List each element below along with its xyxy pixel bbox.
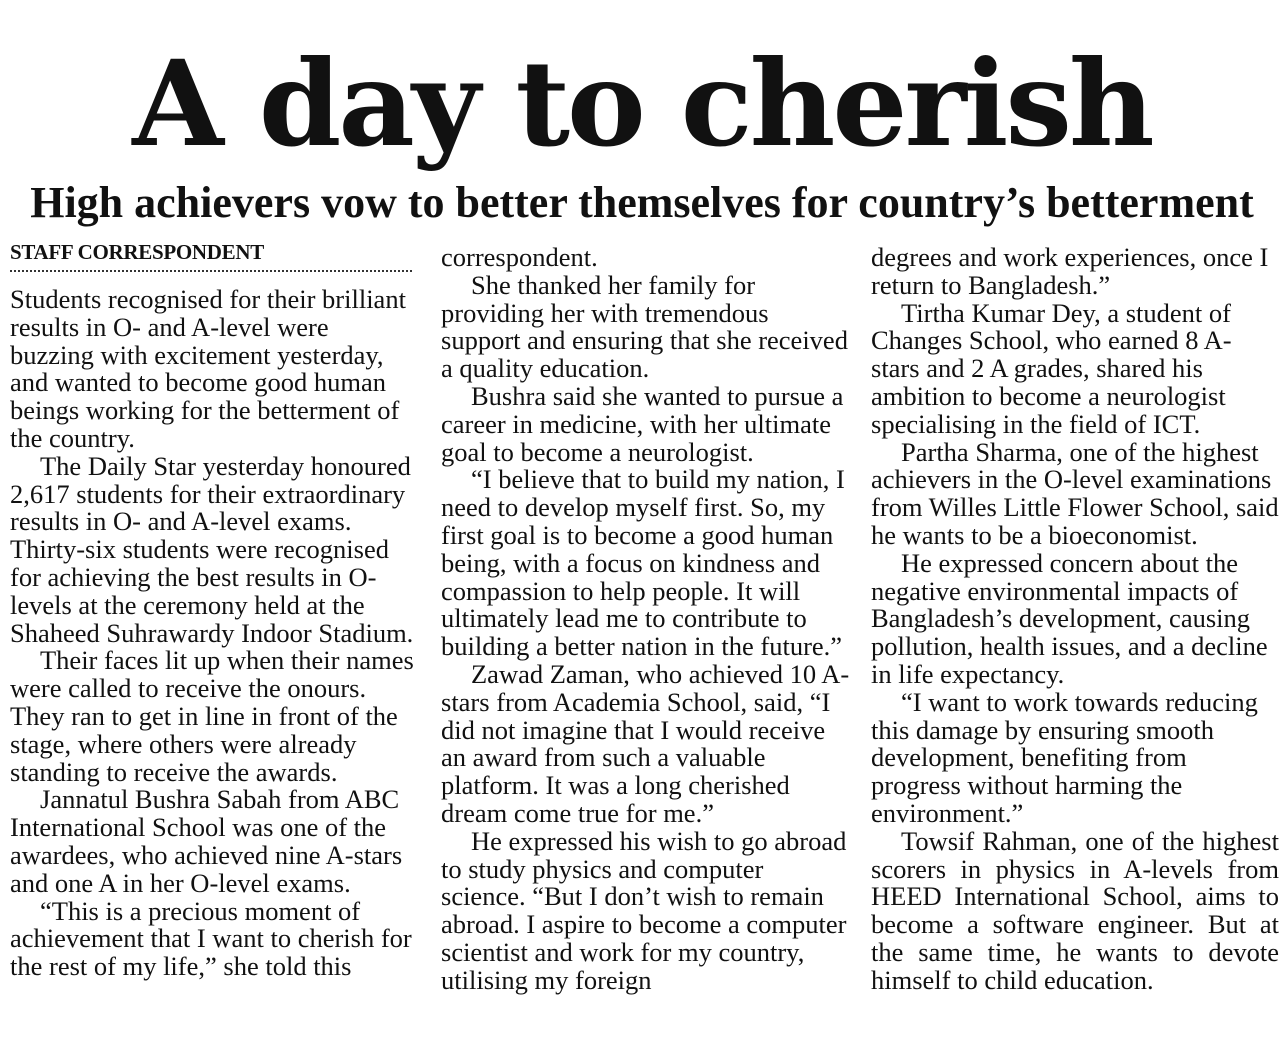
- paragraph: correspondent.: [441, 242, 598, 272]
- paragraph: Towsif Rahman, one of the highest scorers in physics in A-levels from HEED International School, aims to become a software engineer. But at the same time, he wants to devote himself to child education.: [871, 825, 1279, 995]
- paragraph: Jannatul Bushra Sabah from ABC International School was one of the awardees, who achieved nine A-stars and one A in her O-level exams.: [10, 784, 403, 898]
- subheadline: High achievers vow to better themselves for country’s betterment: [30, 178, 1254, 227]
- paragraph: “I want to work towards reducing this damage by ensuring smooth development, benefiting from progress without harming the environment.”: [871, 686, 1258, 828]
- byline-divider: [10, 270, 412, 272]
- headline: A day to cherish: [132, 34, 1152, 173]
- paragraph: “I believe that to build my nation, I need to develop myself first. So, my first goal is to become a good human being, with a focus on kindness and compassion to help people. It will ultimately lead me to contribute to building a better nation in the future.”: [441, 464, 845, 662]
- paragraph: Students recognised for their brilliant results in O- and A-level were buzzing with excitement yesterday, and wanted to become good human beings working for the betterment of the country.: [10, 284, 406, 453]
- paragraph: Bushra said she wanted to pursue a career in medicine, with her ultimate goal to become a neurologist.: [441, 380, 844, 467]
- paragraph: degrees and work experiences, once I return to Bangladesh.”: [871, 242, 1269, 300]
- paragraph: Partha Sharma, one of the highest achievers in the O-level examinations from Willes Little Flower School, said he wants to be a bioeconomist.: [871, 436, 1279, 550]
- paragraph: The Daily Star yesterday honoured 2,617 students for their extraordinary results in O- and A-level exams. Thirty-six students were recognised for achieving the best results in O-levels at the ceremony held at the Shaheed Suhrawardy Indoor Stadium.: [10, 450, 414, 648]
- paragraph: Tirtha Kumar Dey, a student of Changes School, who earned 8 A-stars and 2 A grades, shared his ambition to become a neurologist specialising in the field of ICT.: [871, 297, 1232, 439]
- paragraph: He expressed concern about the negative environmental impacts of Bangladesh’s development, causing pollution, health issues, and a decline in life expectancy.: [871, 547, 1268, 689]
- paragraph: “This is a precious moment of achievement that I want to cherish for the rest of my life,” she told this: [10, 895, 412, 982]
- paragraph: Their faces lit up when their names were called to receive the onours. They ran to get in line in front of the stage, where others were already standing to receive the awards.: [10, 645, 414, 787]
- article-column-3: [871, 244, 1279, 995]
- article-column-1: [10, 238, 418, 981]
- paragraph: Zawad Zaman, who achieved 10 A-stars from Academia School, said, “I did not imagine that I would receive an award from such a valuable platform. It was a long cherished dream come true for me.”: [441, 658, 850, 828]
- paragraph: She thanked her family for providing her with tremendous support and ensuring that she received a quality education.: [441, 269, 848, 384]
- paragraph: He expressed his wish to go abroad to study physics and computer science. “But I don’t wish to remain abroad. I aspire to become a computer scientist and work for my country, utilising my foreign: [441, 825, 847, 995]
- article-column-2: [441, 244, 851, 995]
- byline: STAFF CORRESPONDENT: [10, 240, 264, 264]
